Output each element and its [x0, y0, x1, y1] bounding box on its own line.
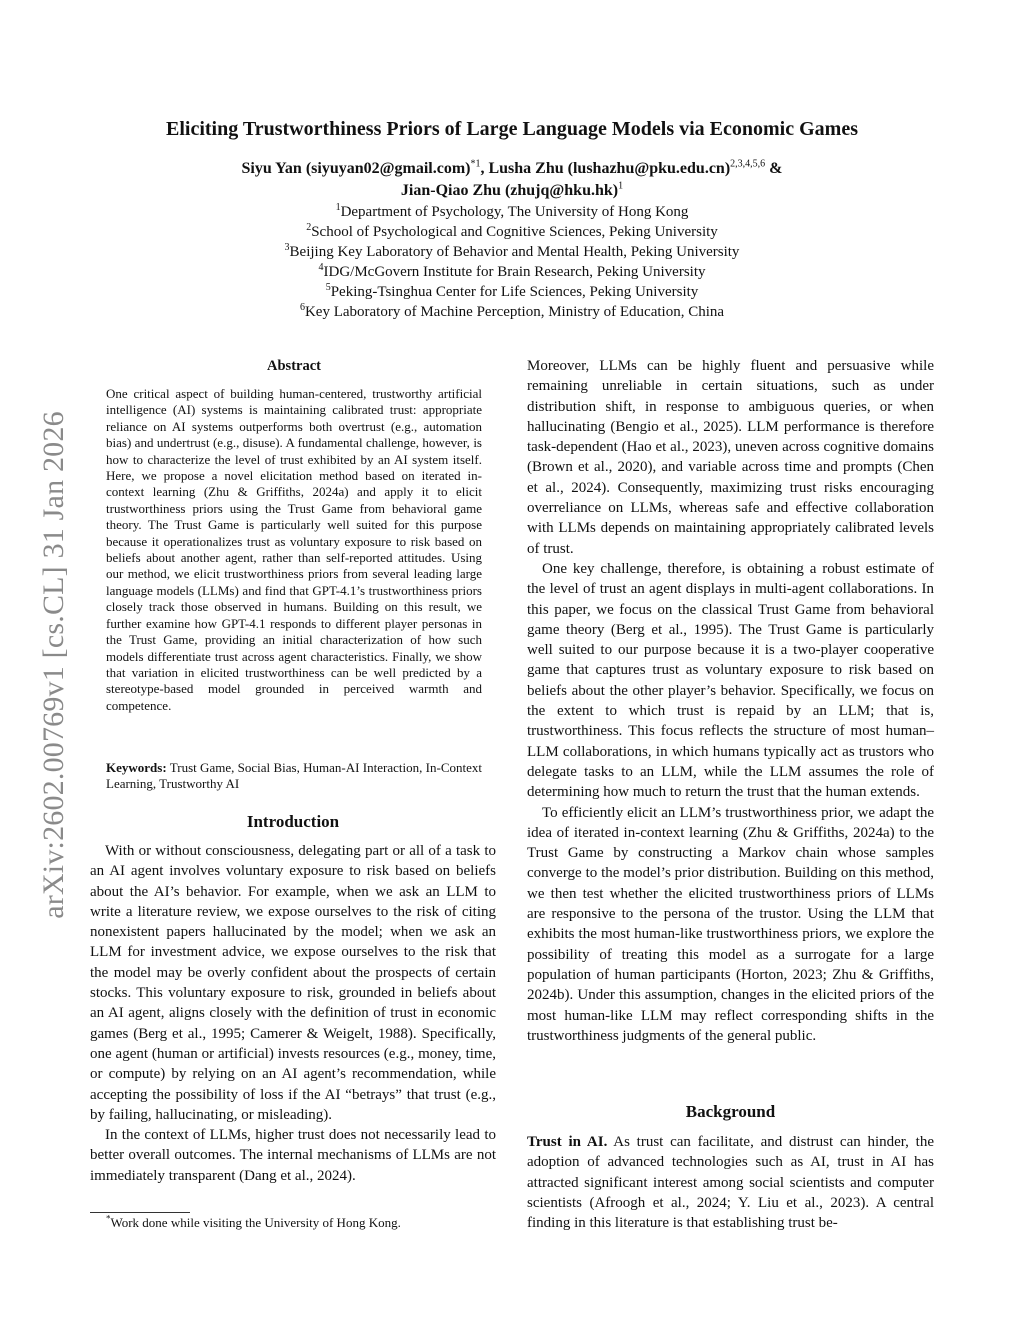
footnote-rule	[90, 1212, 190, 1213]
author-line-2	[0, 180, 1024, 202]
affiliation-item	[0, 202, 1024, 222]
paragraph: With or without consciousness, delegating part or all of a task to an AI agent involves voluntary exposure to risk based on beliefs about the AI’s behavior. For example, when we ask an LLM to write a literature review, we expose ourselves to the risk of citing nonexistent papers hallucinated by the model; when we ask an LLM for investment advice, we expose ourselves to the risk that the model may be overly confident about the prospects of certain stocks. This voluntary exposure to risk, grounded in beliefs about an AI agent, aligns closely with the definition of trust in economic games (Berg et al., 1995; Camerer & Weigelt, 1988). Specifically, one agent (human or artificial) invests resources (e.g., money, time, or compute) by relying on an AI agent’s recommendation, while accepting the possibility of loss if the AI “betrays” that trust (e.g., by failing, hallucinating, or misleading).	[90, 843, 496, 1123]
arxiv-stamp: arXiv:2602.00769v1 [cs.CL] 31 Jan 2026	[37, 411, 70, 919]
author-2-affil: 2,3,4,5,6	[730, 158, 766, 170]
footnote-mark: *	[106, 1213, 111, 1224]
affiliation-number: 1	[335, 202, 341, 213]
abstract-heading: Abstract	[267, 358, 321, 374]
affiliation-item	[0, 302, 1024, 322]
paragraph: In the context of LLMs, higher trust does not necessarily lead to better overall outcomes. The internal mechanisms of LLMs are not immediately transparent (Dang et al., 2024).	[90, 1127, 496, 1184]
affiliation-text: Peking-Tsinghua Center for Life Sciences, Peking University	[330, 284, 699, 300]
paper-title: Eliciting Trustworthiness Priors of Large Language Models via Economic Games	[165, 118, 858, 140]
affiliation-item	[0, 262, 1024, 282]
affiliation-number: 3	[284, 242, 290, 253]
paragraph-text: As trust can facilitate, and distrust can hinder, the adoption of advanced technologies such as AI, trust in AI has attracted significant interest among social scientists and computer scientists (Afroogh et al., 2024; Y. Liu et al., 2023). A central finding in this literature is that establishing trust be-	[527, 1134, 935, 1232]
affiliation-item	[0, 282, 1024, 302]
author-3-affil: 1	[618, 180, 624, 192]
author-ampersand: &	[765, 160, 783, 177]
author-list	[0, 158, 1024, 202]
introduction-left-column	[90, 841, 496, 1186]
affiliation-number: 6	[299, 302, 305, 313]
keywords	[106, 760, 482, 793]
paragraph: To efficiently elicit an LLM’s trustworthiness prior, we adapt the idea of iterated in-context learning (Zhu & Griffiths, 2024a) to the Trust Game by constructing a Markov chain whose samples converge to the model’s prior distribution. Building on this method, we then test whether the elicited trustworthiness priors of LLMs are responsive to the persona of the trustor. Using the LLM that exhibits the most human-like trustworthiness priors, we explore the possibility of treating this model as a surrogate for a large population of human participants (Horton, 2023; Zhu & Griffiths, 2024b). Under this assumption, changes in the elicited priors of the most human-like LLM may reflect corresponding shifts in the trustworthiness judgments of the general public.	[527, 804, 934, 1044]
background-heading: Background	[685, 1102, 776, 1121]
keywords-text: Trust Game, Social Bias, Human-AI Interaction, In-Context Learning, Trustworthy AI	[106, 760, 482, 792]
paragraph: One key challenge, therefore, is obtaining a robust estimate of the level of trust an agent displays in multi-agent collaborations. In this paper, we focus on the classical Trust Game from behavioral game theory (Berg et al., 1995). The Trust Game is particularly well suited to our purpose because it is a two-player cooperative game that captures trust as voluntary exposure to risk based on beliefs about the other player’s behavior. Specifically, we focus on the extent to which trust is repaid by an LLM; that is, trustworthiness. This focus reflects the structure of most human–LLM collaborations, in which humans typically act as trustors who delegate tasks to an LLM, while the LLM assumes the role of determining how much to return the trust that the human extends.	[527, 560, 934, 801]
keywords-label: Keywords:	[106, 760, 167, 775]
author-1-affil: *1	[470, 158, 481, 170]
author-line-1	[0, 158, 1024, 180]
affiliation-item	[0, 222, 1024, 242]
footnote-text: Work done while visiting the University of Hong Kong.	[110, 1215, 401, 1230]
paragraph	[527, 1132, 934, 1233]
affiliation-text: Department of Psychology, The University of Hong Kong	[340, 204, 689, 220]
background-column	[527, 1132, 934, 1233]
author-separator: ,	[480, 160, 489, 177]
paragraph: Moreover, LLMs can be highly fluent and persuasive while remaining unreliable in certain situations, such as under distribution shift, in response to ambiguous queries, or when hallucinating (Bengio et al., 2025). LLM performance is therefore task-dependent (Hao et al., 2023), uneven across cognitive domains (Brown et al., 2020), and variable across time and prompts (Chen et al., 2024). Consequently, maximizing trust risks encouraging overreliance on LLMs, whereas safe and effective collaboration with LLMs depends on maintaining appropriately calibrated levels of trust.	[527, 358, 934, 557]
affiliation-item	[0, 242, 1024, 262]
author-2-name: Lusha Zhu (lushazhu@pku.edu.cn)	[488, 160, 731, 177]
author-3-name: Jian-Qiao Zhu (zhujq@hku.hk)	[400, 182, 619, 199]
affiliation-text: Key Laboratory of Machine Perception, Ministry of Education, China	[304, 304, 725, 320]
introduction-right-column	[527, 356, 934, 1046]
footnote	[106, 1215, 401, 1231]
affiliation-text: Beijing Key Laboratory of Behavior and Mental Health, Peking University	[289, 244, 740, 260]
affiliation-text: IDG/McGovern Institute for Brain Research, Peking University	[323, 264, 706, 280]
affiliation-number: 2	[306, 222, 312, 233]
affiliation-number: 4	[318, 262, 324, 273]
author-1-name: Siyu Yan (siyuyan02@gmail.com)	[241, 160, 471, 177]
paragraph-lead: Trust in AI.	[527, 1134, 608, 1150]
affiliation-list	[0, 202, 1024, 322]
introduction-heading: Introduction	[246, 812, 340, 831]
abstract-body: One critical aspect of building human-centered, trustworthy artificial intelligence (AI) systems is maintaining calibrated trust: appropriate reliance on AI systems outperforms both overtrust (e.g., automation bias) and undertrust (e.g., disuse). A fundamental challenge, however, is how to characterize the level of trust exhibited by an AI system itself. Here, we propose a novel elicitation method based on iterated in-context learning (Zhu & Griffiths, 2024a) and apply it to elicit trustworthiness priors using the Trust Game from behavioral game theory. The Trust Game is particularly well suited for this purpose because it operationalizes trust as voluntary exposure to risk based on beliefs about another agent, rather than self-reported attitudes. Using our method, we elicit trustworthiness priors from several leading large language models (LLMs) and find that GPT-4.1’s trustworthiness priors closely track those observed in humans. Building on this result, we further examine how GPT-4.1 responds to different player personas in the Trust Game, providing an initial characterization of how such models differentiate trust across agent characteristics. Finally, we show that variation in elicited trustworthiness can be well predicted by a stereotype-based model grounded in perceived warmth and competence.	[106, 386, 482, 713]
affiliation-text: School of Psychological and Cognitive Sciences, Peking University	[311, 224, 718, 240]
affiliation-number: 5	[325, 282, 331, 293]
